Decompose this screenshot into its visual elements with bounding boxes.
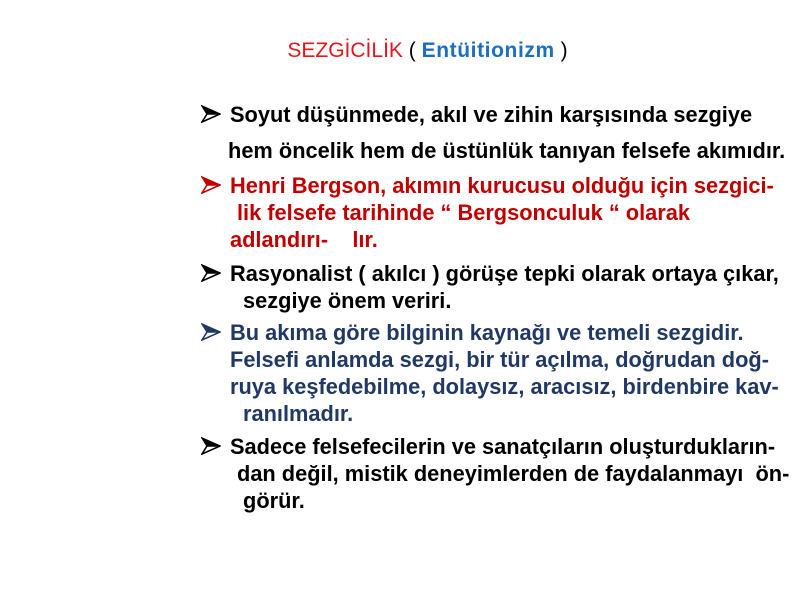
bullet-3-line-2: sezgiye önem veriri.	[243, 288, 452, 313]
title-open-paren: (	[408, 39, 416, 62]
title-subtitle: Entüitionizm	[421, 39, 555, 62]
bullet-2-line-1: Henri Bergson, akımın kurucusu olduğu için sezgici-	[230, 173, 774, 198]
bullet-5-line-1: Sadece felsefecilerin ve sanatçıların oluşturdukların-	[230, 434, 776, 459]
bullet-2-line-2: lik felsefe tarihinde “ Bergsonculuk “ olarak	[237, 200, 691, 225]
bullet-4-line-3: ruya keşfedebilme, dolaysız, aracısız, birdenbire kav-	[230, 374, 779, 399]
arrowhead-bullet-icon	[201, 323, 221, 341]
arrowhead-bullet-icon	[201, 264, 221, 282]
arrowhead-bullet-icon	[201, 437, 221, 455]
slide-title	[100, 38, 755, 64]
bullet-4-line-1: Bu akıma göre bilginin kaynağı ve temeli sezgidir.	[230, 320, 744, 345]
bullet-5-line-2: dan değil, mistik deneyimlerden de faydalanmayı ön-	[237, 461, 790, 486]
bullet-2-line-3: adlandırı- lır.	[230, 227, 378, 252]
title-main: SEZGİCİLİK	[287, 39, 403, 62]
bullet-1-line-2: hem öncelik hem de üstünlük tanıyan felsefe akımıdır.	[228, 138, 786, 163]
bullet-3-line-1: Rasyonalist ( akılcı ) görüşe tepki olarak ortaya çıkar,	[230, 261, 779, 286]
title-close-paren: )	[560, 39, 568, 62]
arrowhead-bullet-icon	[201, 105, 221, 123]
bullet-1-line-1: Soyut düşünmede, akıl ve zihin karşısında sezgiye	[230, 102, 753, 127]
bullet-4-line-4: ranılmadır.	[243, 401, 354, 426]
bullet-5-line-3: görür.	[243, 488, 305, 513]
arrowhead-bullet-icon	[201, 176, 221, 194]
bullet-4-line-2: Felsefi anlamda sezgi, bir tür açılma, doğrudan doğ-	[230, 347, 769, 372]
